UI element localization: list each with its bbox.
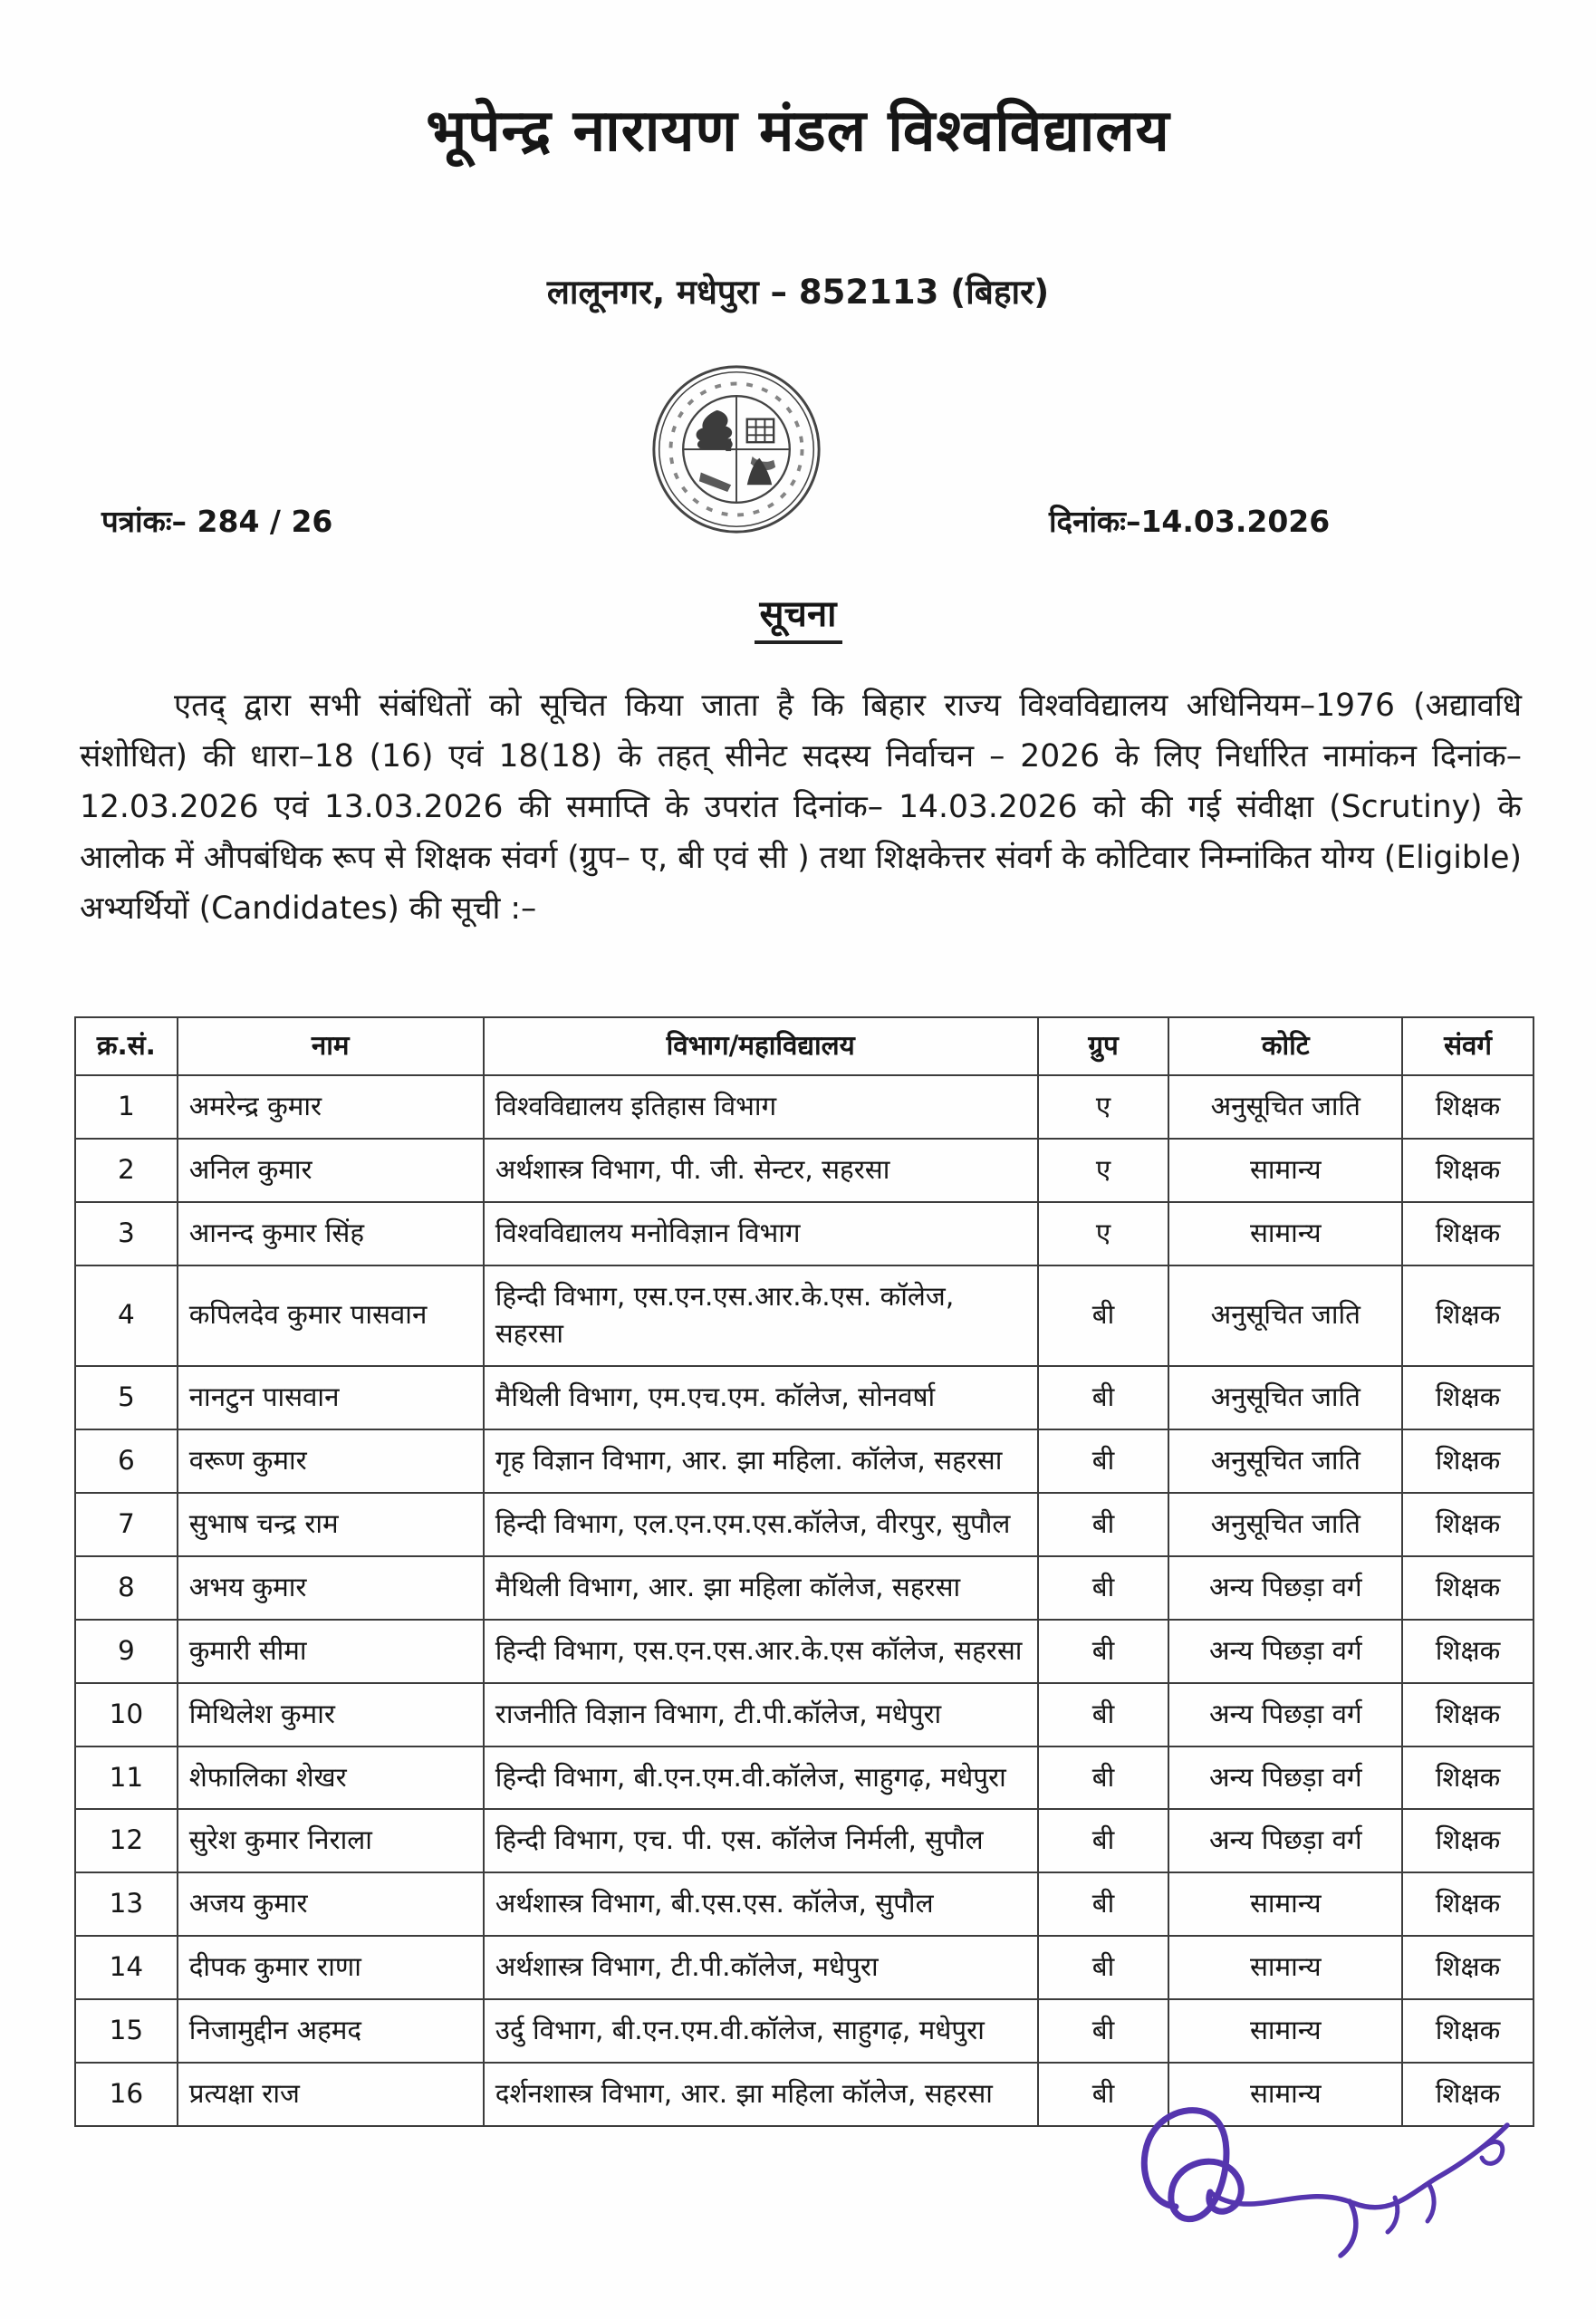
table-row (75, 1202, 1534, 1265)
candidates-table (74, 1016, 1534, 2127)
cell-group: बी (1038, 1999, 1169, 2063)
letter-number (101, 500, 332, 541)
university-name: भूपेन्द्र नारायण मंडल विश्वविद्यालय (426, 98, 1170, 165)
table-row (75, 1139, 1534, 1202)
cell-category: सामान्य (1168, 1999, 1402, 2063)
cell-category: सामान्य (1168, 1139, 1402, 1202)
document-date-label: दिनांकः– (1049, 504, 1141, 539)
table-row (75, 1809, 1534, 1872)
cell-group: बी (1038, 1556, 1169, 1620)
table-row (75, 1746, 1534, 1810)
letter-number-value: 284 / 26 (197, 504, 333, 539)
cell-category: अनुसूचित जाति (1168, 1075, 1402, 1139)
cell-category: अन्य पिछड़ा वर्ग (1168, 1809, 1402, 1872)
cell-category: अन्य पिछड़ा वर्ग (1168, 1746, 1402, 1810)
header-category: कोटि (1168, 1017, 1402, 1075)
cell-name: वरूण कुमार (178, 1429, 484, 1493)
cell-serial: 6 (75, 1429, 178, 1493)
header-department: विभाग/महाविद्यालय (484, 1017, 1038, 1075)
cell-name: अमरेन्द्र कुमार (178, 1075, 484, 1139)
table-row (75, 1556, 1534, 1620)
cell-cadre: शिक्षक (1402, 1075, 1534, 1139)
cell-cadre: शिक्षक (1402, 1366, 1534, 1429)
document-date (1049, 500, 1330, 541)
cell-group: बी (1038, 1809, 1169, 1872)
cell-serial: 16 (75, 2063, 178, 2126)
cell-department: हिन्दी विभाग, एस.एन.एस.आर.के.एस कॉलेज, सहरसा (484, 1620, 1038, 1683)
cell-cadre: शिक्षक (1402, 1872, 1534, 1936)
cell-category: सामान्य (1168, 1936, 1402, 1999)
cell-group: बी (1038, 1265, 1169, 1367)
notice-body-paragraph: एतद् द्वारा सभी संबंधितों को सूचित किया जाता है कि बिहार राज्य विश्वविद्यालय अधिनियम–1976 (अद्यावधि संशोधित) की धारा–18 (16) एवं 18(18) के तहत् सीनेट सदस्य निर्वाचन – 2026 के लिए निर्धारित नामांकन दिनांक– 12.03.2026 एवं 13.03.2026 की समाप्ति के उपरांत दिनांक– 14.03.2026 को की गई संवीक्षा (Scrutiny) के आलोक में औपबंधिक रूप से शिक्षक संवर्ग (ग्रुप– ए, बी एवं सी ) तथा शिक्षकेत्तर संवर्ग के कोटिवार निम्नांकित योग्य (Eligible) अभ्यर्थियों (Candidates) की सूची :– (80, 688, 1522, 927)
cell-department: हिन्दी विभाग, बी.एन.एम.वी.कॉलेज, साहुगढ़, मधेपुरा (484, 1746, 1038, 1810)
cell-name: सुभाष चन्द्र राम (178, 1493, 484, 1556)
table-header-row (75, 1017, 1534, 1075)
cell-cadre: शिक्षक (1402, 1265, 1534, 1367)
cell-serial: 13 (75, 1872, 178, 1936)
cell-group: बी (1038, 1936, 1169, 1999)
table-row (75, 1683, 1534, 1746)
cell-serial: 3 (75, 1202, 178, 1265)
cell-category: सामान्य (1168, 2063, 1402, 2126)
cell-name: अभय कुमार (178, 1556, 484, 1620)
cell-department: विश्वविद्यालय मनोविज्ञान विभाग (484, 1202, 1038, 1265)
table-row (75, 1936, 1534, 1999)
cell-cadre: शिक्षक (1402, 1809, 1534, 1872)
cell-department: अर्थशास्त्र विभाग, टी.पी.कॉलेज, मधेपुरा (484, 1936, 1038, 1999)
cell-group: ए (1038, 1202, 1169, 1265)
cell-name: दीपक कुमार राणा (178, 1936, 484, 1999)
table-row (75, 1999, 1534, 2063)
header-serial: क्र.सं. (75, 1017, 178, 1075)
cell-serial: 10 (75, 1683, 178, 1746)
cell-department: हिन्दी विभाग, एच. पी. एस. कॉलेज निर्मली, सुपौल (484, 1809, 1038, 1872)
header-group: ग्रुप (1038, 1017, 1169, 1075)
cell-serial: 12 (75, 1809, 178, 1872)
cell-cadre: शिक्षक (1402, 1936, 1534, 1999)
table-row (75, 1872, 1534, 1936)
cell-department: अर्थशास्त्र विभाग, पी. जी. सेन्टर, सहरसा (484, 1139, 1038, 1202)
table-row (75, 1620, 1534, 1683)
cell-category: अनुसूचित जाति (1168, 1429, 1402, 1493)
cell-name: प्रत्यक्षा राज (178, 2063, 484, 2126)
cell-serial: 7 (75, 1493, 178, 1556)
cell-name: सुरेश कुमार निराला (178, 1809, 484, 1872)
cell-department: उर्दु विभाग, बी.एन.एम.वी.कॉलेज, साहुगढ़, मधेपुरा (484, 1999, 1038, 2063)
cell-department: अर्थशास्त्र विभाग, बी.एस.एस. कॉलेज, सुपौल (484, 1872, 1038, 1936)
header-cadre: संवर्ग (1402, 1017, 1534, 1075)
cell-group: बी (1038, 1746, 1169, 1810)
meta-line (0, 500, 1596, 554)
cell-category: अनुसूचित जाति (1168, 1366, 1402, 1429)
table-row (75, 1366, 1534, 1429)
header-name: नाम (178, 1017, 484, 1075)
cell-group: बी (1038, 1683, 1169, 1746)
cell-department: मैथिली विभाग, आर. झा महिला कॉलेज, सहरसा (484, 1556, 1038, 1620)
cell-category: अन्य पिछड़ा वर्ग (1168, 1620, 1402, 1683)
university-address: लालूनगर, मधेपुरा – 852113 (बिहार) (546, 273, 1050, 312)
handwritten-signature-icon (1123, 2091, 1522, 2272)
cell-group: बी (1038, 1366, 1169, 1429)
cell-name: आनन्द कुमार सिंह (178, 1202, 484, 1265)
cell-name: अनिल कुमार (178, 1139, 484, 1202)
cell-cadre: शिक्षक (1402, 1429, 1534, 1493)
cell-department: हिन्दी विभाग, एल.एन.एम.एस.कॉलेज, वीरपुर, सुपौल (484, 1493, 1038, 1556)
table-row (75, 1075, 1534, 1139)
cell-name: निजामुद्दीन अहमद (178, 1999, 484, 2063)
cell-serial: 5 (75, 1366, 178, 1429)
cell-name: शेफालिका शेखर (178, 1746, 484, 1810)
cell-serial: 8 (75, 1556, 178, 1620)
cell-cadre: शिक्षक (1402, 1493, 1534, 1556)
cell-name: मिथिलेश कुमार (178, 1683, 484, 1746)
cell-category: सामान्य (1168, 1202, 1402, 1265)
cell-group: बी (1038, 1620, 1169, 1683)
cell-department: मैथिली विभाग, एम.एच.एम. कॉलेज, सोनवर्षा (484, 1366, 1038, 1429)
table-row (75, 1265, 1534, 1367)
cell-cadre: शिक्षक (1402, 2063, 1534, 2126)
cell-group: बी (1038, 1493, 1169, 1556)
letter-number-label: पत्रांकः– (101, 504, 187, 539)
cell-name: नानटुन पासवान (178, 1366, 484, 1429)
cell-serial: 1 (75, 1075, 178, 1139)
cell-department: गृह विज्ञान विभाग, आर. झा महिला. कॉलेज, सहरसा (484, 1429, 1038, 1493)
cell-department: विश्वविद्यालय इतिहास विभाग (484, 1075, 1038, 1139)
cell-name: अजय कुमार (178, 1872, 484, 1936)
cell-category: सामान्य (1168, 1872, 1402, 1936)
cell-cadre: शिक्षक (1402, 1620, 1534, 1683)
cell-cadre: शिक्षक (1402, 1999, 1534, 2063)
cell-serial: 4 (75, 1265, 178, 1367)
cell-serial: 11 (75, 1746, 178, 1810)
cell-category: अन्य पिछड़ा वर्ग (1168, 1683, 1402, 1746)
cell-serial: 15 (75, 1999, 178, 2063)
cell-name: कपिलदेव कुमार पासवान (178, 1265, 484, 1367)
cell-serial: 9 (75, 1620, 178, 1683)
table-row (75, 1493, 1534, 1556)
cell-group: बी (1038, 1872, 1169, 1936)
notice-title (0, 587, 1596, 644)
cell-category: अनुसूचित जाति (1168, 1265, 1402, 1367)
cell-category: अनुसूचित जाति (1168, 1493, 1402, 1556)
cell-cadre: शिक्षक (1402, 1683, 1534, 1746)
cell-category: अन्य पिछड़ा वर्ग (1168, 1556, 1402, 1620)
cell-department: राजनीति विज्ञान विभाग, टी.पी.कॉलेज, मधेपुरा (484, 1683, 1038, 1746)
cell-department: दर्शनशास्त्र विभाग, आर. झा महिला कॉलेज, सहरसा (484, 2063, 1038, 2126)
cell-department: हिन्दी विभाग, एस.एन.एस.आर.के.एस. कॉलेज, सहरसा (484, 1265, 1038, 1367)
cell-group: बी (1038, 2063, 1169, 2126)
cell-cadre: शिक्षक (1402, 1139, 1534, 1202)
cell-cadre: शिक्षक (1402, 1202, 1534, 1265)
cell-cadre: शिक्षक (1402, 1556, 1534, 1620)
cell-group: ए (1038, 1075, 1169, 1139)
cell-group: ए (1038, 1139, 1169, 1202)
cell-name: कुमारी सीमा (178, 1620, 484, 1683)
cell-group: बी (1038, 1429, 1169, 1493)
cell-serial: 14 (75, 1936, 178, 1999)
table-row (75, 1429, 1534, 1493)
notice-title-text: सूचना (755, 587, 842, 644)
document-date-value: 14.03.2026 (1140, 504, 1331, 539)
cell-cadre: शिक्षक (1402, 1746, 1534, 1810)
cell-serial: 2 (75, 1139, 178, 1202)
